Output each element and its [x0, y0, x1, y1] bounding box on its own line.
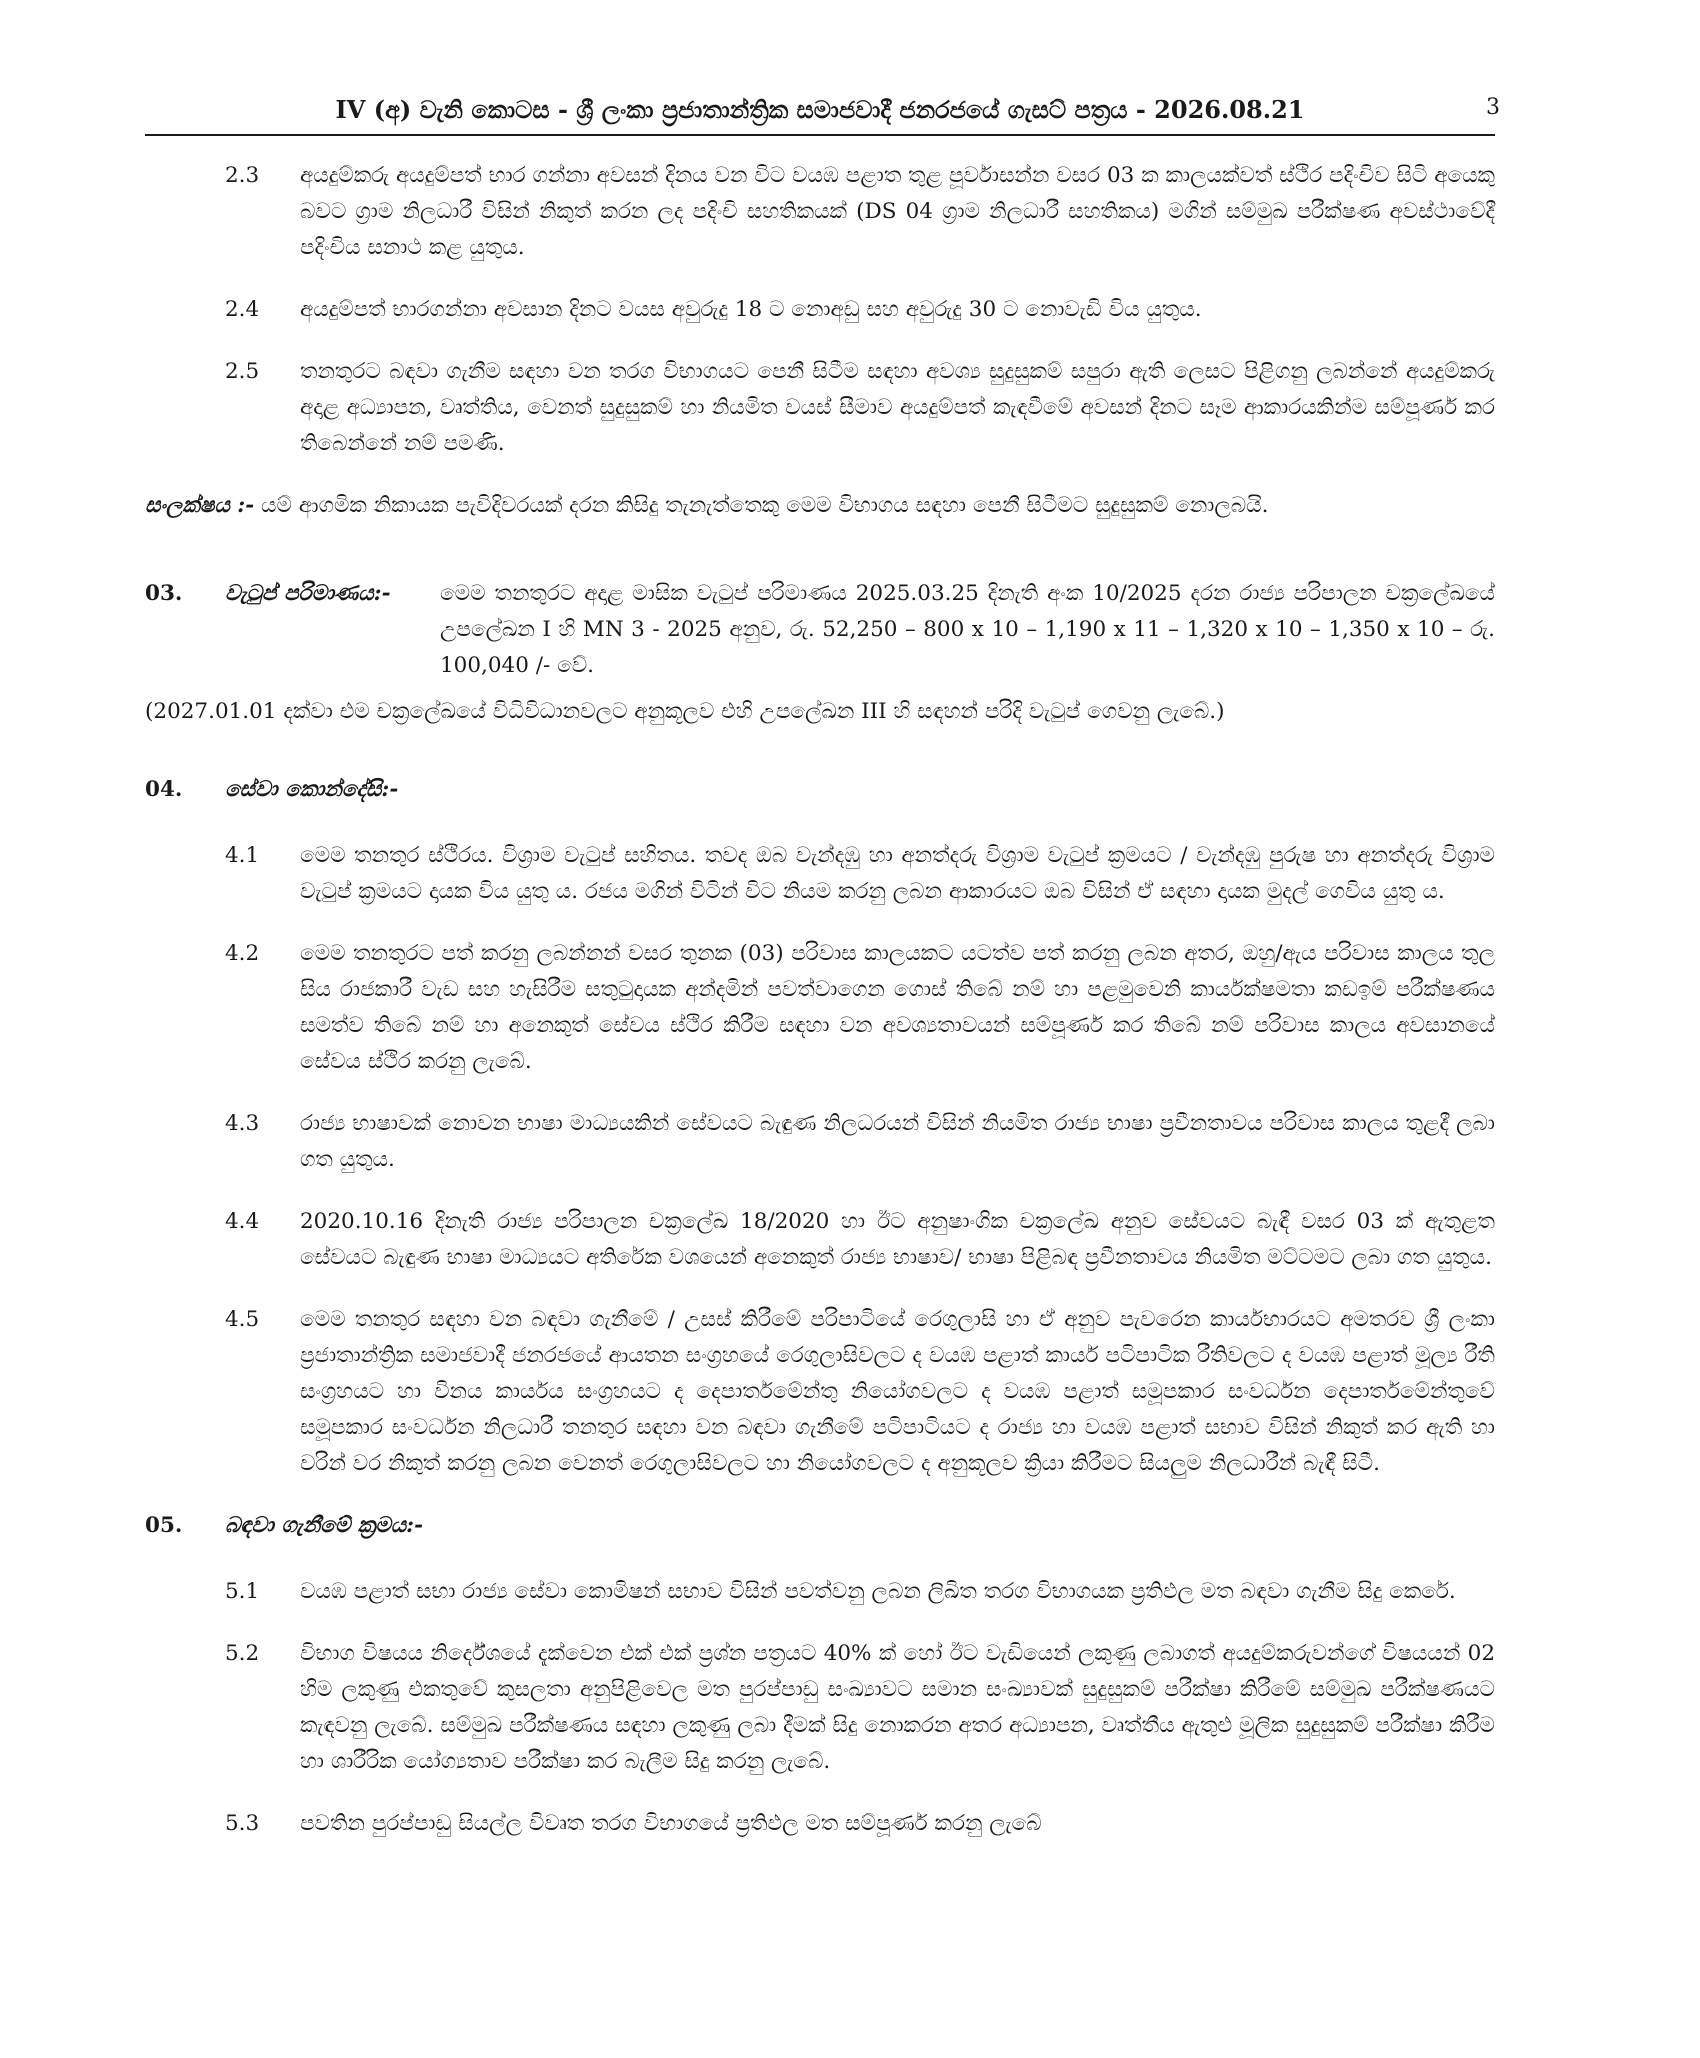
clause-number: 5.1 [225, 1579, 260, 1604]
section-number: 05. [145, 1513, 183, 1538]
clause-text: තනතුරට බඳවා ගැනීම සඳහා වන තරග විභාගයට පෙනී සිටීම සඳහා අවශ්‍ය සුදුසුකම් සපුරා ඇති ලෙසට පිළිගනු ලබන්නේ අයදුම්කරු අදාළ අධ්‍යාපන, වෘත්තිය, වෙනත් සුදුසුකම් හා නියමිත වයස් සීමාව අයදුම්පත් කැඳවීමේ අවසන් දිනට සෑම ආකාරයකින්ම සම්පූර්ණ කර තිබෙන්නේ නම් පමණි. [300, 359, 1495, 456]
section-service-conditions [145, 772, 1495, 808]
clause-number: 2.3 [225, 163, 260, 188]
clause-4-5 [145, 1302, 1495, 1482]
clause-2-5 [145, 354, 1495, 462]
clause-5-1 [145, 1574, 1495, 1610]
salary-footnote: (2027.01.01 දක්වා එම චක්‍රලේඛයේ විධිවිධානවලට අනුකූලව එහි උපලේඛන III හි සඳහන් පරිදි වැටුප් ගෙවනු ලැබේ.) [145, 699, 1225, 724]
clause-text: පවතින පුරප්පාඩු සියල්ල විවෘත තරග විභාගයේ ප්‍රතිඵල මත සම්පූර්ණ කරනු ලැබේ [300, 1811, 1042, 1836]
clause-4-4 [145, 1204, 1495, 1276]
note [145, 488, 1495, 524]
clause-text: රාජ්‍ය භාෂාවක් නොවන භාෂා මාධ්‍යයකින් සේවයට බැඳුණ නිලධරයන් විසින් නියමිත රාජ්‍ය භාෂා ප්‍රවීනතාවය පරිවාස කාලය තුළදී ලබා ගත යුතුය. [300, 1111, 1495, 1172]
page-number: 3 [1486, 95, 1500, 120]
note-text: යම් ආගමික නිකායක පැවිදිවරයක් දරන කිසිදු තැනැත්තෙකු මෙම විභාගය සඳහා පෙනී සිටීමට සුදුසුකම් නොලබයි. [254, 493, 1269, 518]
header-title: IV (අ) වැනි කොටස - ශ්‍රී ලංකා ප්‍රජාතාන්ත්‍රික සමාජවාදී ජනරජයේ ගැසට් පත්‍රය - 2026.08.21 [335, 95, 1305, 124]
section-salary-scale [145, 576, 1495, 684]
clause-number: 4.3 [225, 1111, 260, 1136]
section-recruitment-method [145, 1508, 1495, 1544]
salary-scale-text: මෙම තනතුරට අදාළ මාසික වැටුප් පරිමාණය 2025.03.25 දිනැති අංක 10/2025 දරන රාජ්‍ය පරිපාලන චක්‍රලේඛයේ උපලේඛන I හි MN 3 - 2025 අනුව, රු. 52,250 – 800 x 10 – 1,190 x 11 – 1,320 x 10 – 1,350 x 10 – රු. 100,040 /- වේ. [440, 581, 1495, 678]
clause-text: මෙම තනතුරට පත් කරනු ලබන්නන් වසර තුනක (03) පරිවාස කාලයකට යටත්ව පත් කරනු ලබන අතර, ඔහු/ඇය පරිවාස කාලය තුල සිය රාජකාරී වැඩ සහ හැසිරීම සතුටුදායක අන්දමින් පවත්වාගෙන ගොස් තිබේ නම් හා පළමුවෙනි කාර්යක්ෂමතා කඩඉම් පරීක්ෂණය සමත්ව තිබේ නම් හා අනෙකුත් සේවය ස්ථිර කිරීම සඳහා වන අවශ්‍යතාවයන් සම්පූර්ණ කර තිබේ නම් පරිවාස කාලය අවසානයේ සේවය ස්ථිර කරනු ලැබේ. [300, 941, 1495, 1074]
clause-number: 2.4 [225, 297, 260, 322]
clause-4-3 [145, 1106, 1495, 1178]
clause-2-4 [145, 292, 1495, 328]
clause-text: අයදුම්කරු අයදුම්පත් භාර ගන්නා අවසන් දිනය වන විට වයඹ පළාත තුළ පූර්වාසන්න වසර 03 ක කාලයක්වත් ස්ථිර පදිංචිව සිටි අයෙකු බවට ග්‍රාම නිලධාරී විසින් නිකුත් කරන ලද පදිංචි සහතිකයක් (DS 04 ග්‍රාම නිලධාරී සහතිකය) මගින් සම්මුඛ පරීක්ෂණ අවස්ථාවේදී පදිංචිය සනාථ කළ යුතුය. [300, 163, 1495, 260]
clause-5-3 [145, 1806, 1495, 1842]
page-header [145, 90, 1500, 136]
section-title: වැටුප් පරිමාණය:- [225, 581, 391, 606]
section-title: සේවා කොන්දේසි:- [225, 777, 399, 802]
clause-text: අයදුම්පත් භාරගන්නා අවසාන දිනට වයස අවුරුදු 18 ට නොඅඩු සහ අවුරුදු 30 ට නොවැඩි විය යුතුය. [300, 297, 1202, 322]
clause-text: වයඹ පළාත් සභා රාජ්‍ය සේවා කොමිෂන් සභාව විසින් පවත්වනු ලබන ලිඛිත තරග විභාගයක ප්‍රතිඵල මත බඳවා ගැනීම සිදු කෙරේ. [300, 1579, 1456, 1604]
clause-text: විභාග විෂයය නිර්දේශයේ දැක්වෙන එක් එක් ප්‍රශ්න පත්‍රයට 40% ක් හෝ ඊට වැඩියෙන් ලකුණු ලබාගත් අයදුම්කරුවන්ගේ විෂයයන් 02 හිම ලකුණු එකතුවේ කුසලතා අනුපිළිවෙල මත පුරප්පාඩු සංඛ්‍යාවට සමාන සංඛ්‍යාවක් සුදුසුකම් පරීක්ෂා කිරීමේ සම්මුඛ පරීක්ෂණයට කැඳවනු ලැබේ. සම්මුඛ පරීක්ෂණය සඳහා ලකුණු ලබා දීමක් සිදු නොකරන අතර අධ්‍යාපන, වෘත්තීය ඇතුළු මූලික සුදුසුකම් පරීක්ෂා කිරීම හා ශාරීරික යෝග්‍යතාව පරීක්ෂා කර බැලීම සිදු කරනු ලැබේ. [300, 1641, 1495, 1774]
document-body [145, 158, 1495, 1868]
section-number: 03. [145, 581, 183, 606]
note-label: සංලක්ෂය :- [145, 493, 255, 518]
clause-number: 4.1 [225, 843, 260, 868]
clause-number: 5.2 [225, 1641, 260, 1666]
clause-text: මෙම තනතුර සඳහා වන බඳවා ගැනීමේ / උසස් කිරීමේ පරිපාටියේ රෙගුලාසි හා ඒ අනුව පැවරෙන කාර්යභාරයට අමතරව ශ්‍රී ලංකා ප්‍රජාතාන්ත්‍රික සමාජවාදී ජනරජයේ ආයතන සංග්‍රහයේ රෙගුලාසිවලට ද වයඹ පළාත් කාර්ය පටිපාටික රීතිවලට ද වයඹ පළාත් මූල්‍ය රීති සංග්‍රහයට හා විනය කාර්යය සංග්‍රහයට ද දෙපාර්තමේන්තු නියෝගවලට ද වයඹ පළාත් සමූපකාර සංවර්ධන දෙපාර්තමේන්තුවේ සමූපකාර සංවර්ධන නිලධාරී තනතුර සඳහා වන බඳවා ගැනීමේ පටිපාටියට ද රාජ්‍ය හා වයඹ පළාත් සභාව විසින් නිකුත් කර ඇති හා වරින් වර නිකුත් කරනු ලබන වෙනත් රෙගුලාසිවලට හා නියෝගවලට ද අනුකූලව ක්‍රියා කිරීමට සියලුම නිලධාරීන් බැඳී සිටී. [300, 1307, 1495, 1476]
section-number: 04. [145, 777, 183, 802]
clause-text: 2020.10.16 දිනැති රාජ්‍ය පරිපාලන චක්‍රලේඛ 18/2020 හා ඊට අනුෂාංගික චක්‍රලේඛ අනුව සේවයට බැඳී වසර 03 ක් ඇතුළත සේවයට බැඳුණ භාෂා මාධ්‍යයට අතිරේක වශයෙන් අනෙකුත් රාජ්‍ය භාෂාව/ භාෂා පිළිබඳ ප්‍රවීනතාවය නියමිත මට්ටමට ලබා ගත යුතුය. [300, 1209, 1495, 1270]
clause-4-2 [145, 936, 1495, 1080]
section-title: බඳවා ගැනීමේ ක්‍රමය:- [225, 1513, 424, 1538]
clause-number: 4.5 [225, 1307, 260, 1332]
clause-2-3 [145, 158, 1495, 266]
clause-number: 4.4 [225, 1209, 260, 1234]
clause-4-1 [145, 838, 1495, 910]
clause-number: 2.5 [225, 359, 260, 384]
clause-number: 4.2 [225, 941, 260, 966]
clause-number: 5.3 [225, 1811, 260, 1836]
clause-5-2 [145, 1636, 1495, 1780]
clause-text: මෙම තනතුර ස්ථිරය. විශ්‍රාම වැටුප් සහිතය. තවද ඔබ වැන්දඹු හා අනත්දරු විශ්‍රාම වැටුප් ක්‍රමයට / වැන්දඹු පුරුෂ හා අනත්දරු විශ්‍රාම වැටුප් ක්‍රමයට දායක විය යුතු ය. රජය මගින් විටින් විට නියම කරනු ලබන ආකාරයට ඔබ විසින් ඒ සඳහා දායක මුදල් ගෙවිය යුතු ය. [300, 843, 1495, 904]
